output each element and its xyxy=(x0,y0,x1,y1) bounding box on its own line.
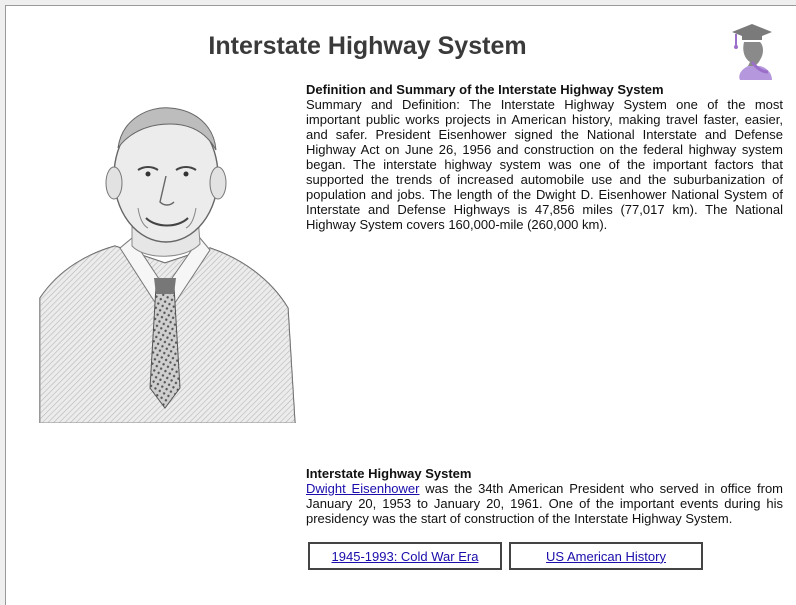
page-title: Interstate Highway System xyxy=(208,32,527,60)
dwight-eisenhower-link[interactable]: Dwight Eisenhower xyxy=(306,481,420,496)
eisenhower-paragraph xyxy=(306,481,783,526)
definition-section xyxy=(306,82,783,232)
graduate-silhouette-icon[interactable] xyxy=(728,20,776,80)
definition-text: Summary and Definition: The Interstate Highway System one of the most important public works projects in American history, making travel faster, easier, and safer. President Eisenhower signed the National Interstate and Defense Highway Act on June 26, 1956 and construction on the federal highway system began. The interstate highway system was one of the important factors that supported the trends of increased automobile use and the suburbanization of population and jobs. The length of the Dwight D. Eisenhower National System of Interstate and Defense Highways is 47,856 miles (77,017 km). The National Highway System covers 160,000-mile (260,000 km). xyxy=(306,97,783,232)
eisenhower-text: was the 34th American President who served in office from January 20, 1953 to January 20, 1961. One of the important events during his presidency was the start of construction of the Interstate Highway System. xyxy=(306,481,784,526)
cold-war-era-button[interactable]: 1945-1993: Cold War Era xyxy=(308,542,502,570)
eisenhower-section xyxy=(306,466,783,526)
us-american-history-button[interactable]: US American History xyxy=(509,542,703,570)
portrait-sketch-icon xyxy=(20,88,305,423)
eisenhower-heading: Interstate Highway System xyxy=(306,466,472,481)
definition-heading: Definition and Summary of the Interstate Highway System xyxy=(306,82,664,97)
page-content xyxy=(5,5,796,605)
